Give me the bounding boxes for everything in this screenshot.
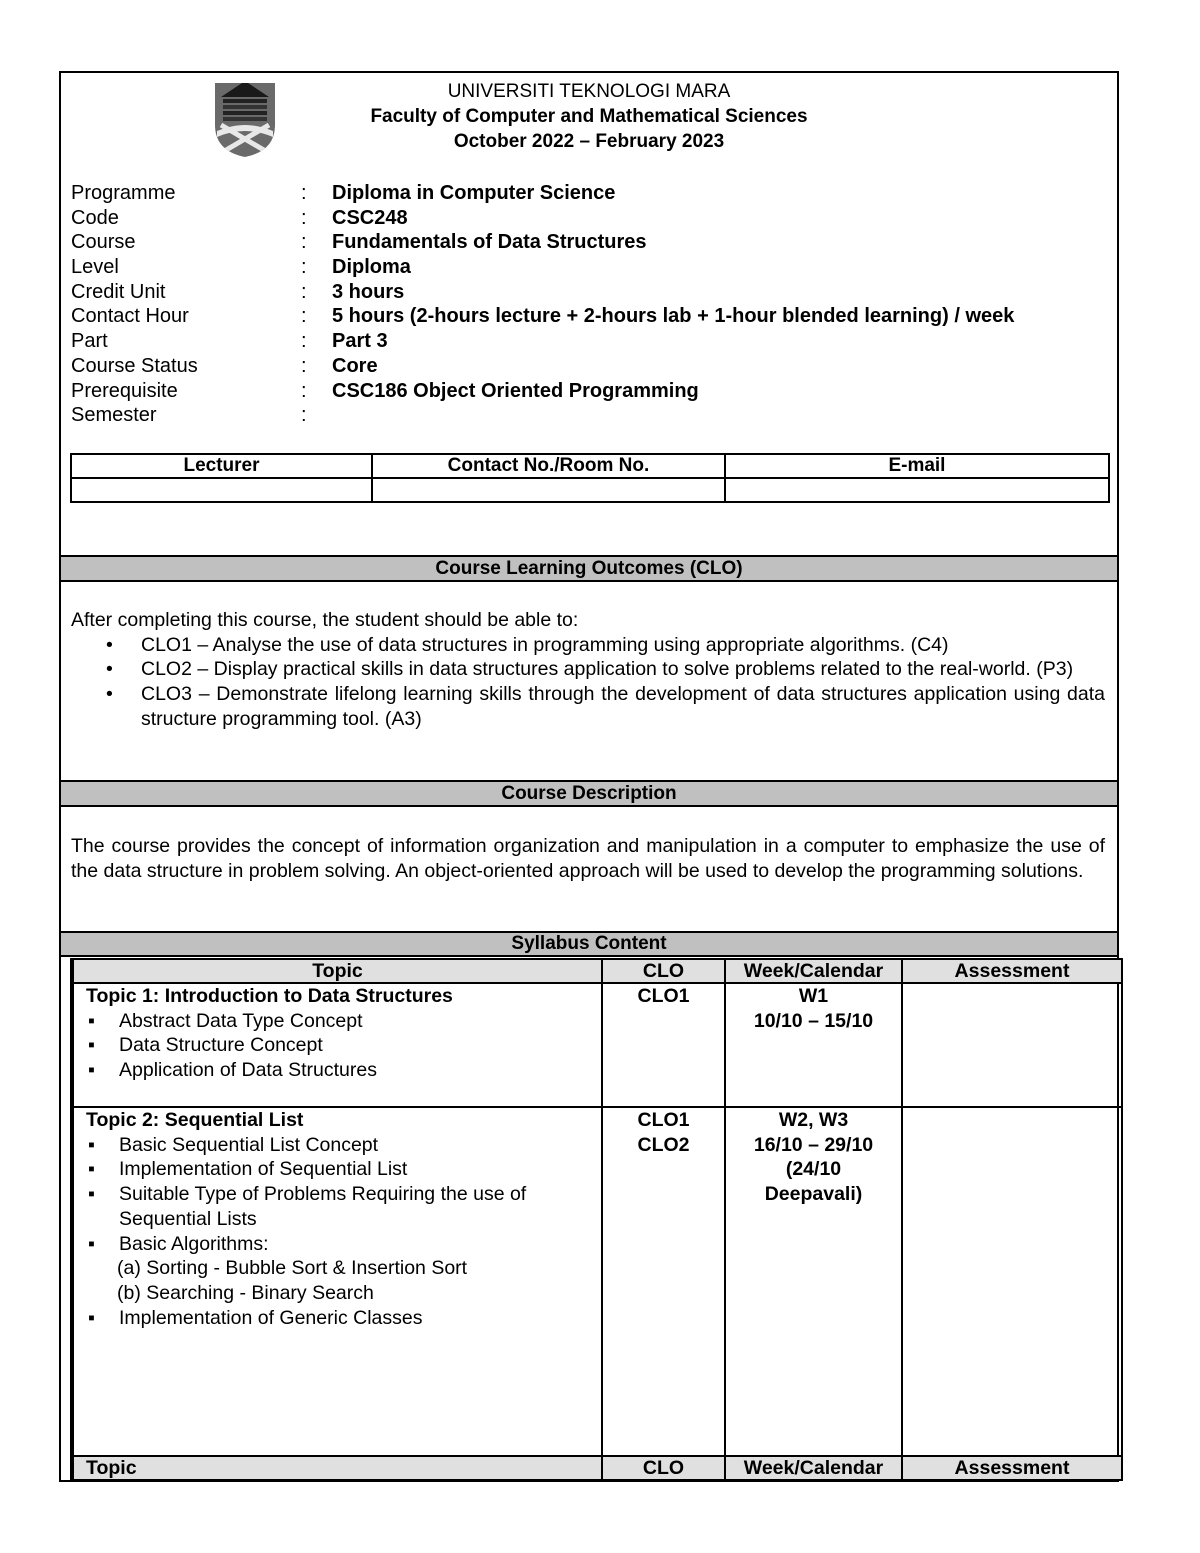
topic-item-text: Basic Sequential List Concept	[119, 1133, 379, 1156]
clo-text: CLO3 – Demonstrate lifelong learning skills through the development of data structures application using data structure programming tool. (A3)	[141, 683, 1105, 730]
topic-item-text: Suitable Type of Problems Requiring the use of Sequential Lists	[119, 1183, 527, 1230]
clo-column-footer: CLO	[602, 1456, 725, 1480]
course-plan-page	[59, 71, 1119, 1482]
bullet-icon: •	[106, 633, 113, 656]
clo-section	[71, 608, 1105, 732]
info-value: Diploma	[332, 256, 411, 279]
clo-code: CLO2	[637, 1133, 690, 1156]
topic-item-text: Basic Algorithms:	[119, 1232, 269, 1255]
info-label: Contact Hour	[71, 305, 189, 328]
info-colon: :	[301, 330, 307, 353]
syllabus-area	[70, 958, 1121, 1482]
info-value: CSC186 Object Oriented Programming	[332, 379, 699, 402]
clo-item	[71, 633, 1105, 658]
assessment-column-header: Assessment	[902, 959, 1122, 983]
info-colon: :	[301, 305, 307, 328]
topic-item-text: Application of Data Structures	[119, 1059, 377, 1082]
info-value: Fundamentals of Data Structures	[332, 231, 647, 254]
square-bullet-icon: ▪	[88, 1034, 95, 1057]
topic-cell	[73, 1107, 602, 1456]
clo-text: CLO1 – Analyse the use of data structures in programming using appropriate algorithms. (C4)	[141, 633, 949, 656]
syllabus-row-topic1	[73, 983, 1122, 1107]
topic-cell	[73, 983, 602, 1107]
week-line: W1	[798, 985, 829, 1007]
topic-item	[74, 1306, 601, 1331]
clo-intro: After completing this course, the student should be able to:	[71, 609, 579, 631]
square-bullet-icon: ▪	[88, 1009, 95, 1032]
info-label: Part	[71, 330, 108, 353]
contact-header: Contact No./Room No.	[372, 454, 725, 478]
email-header: E-mail	[725, 454, 1109, 478]
info-label: Code	[71, 206, 119, 229]
week-cell	[725, 1107, 902, 1456]
faculty-name: Faculty of Computer and Mathematical Sciences	[370, 106, 808, 127]
lecturer-cell	[71, 478, 372, 502]
clo-cell	[602, 1107, 725, 1456]
topic-item-text: Abstract Data Type Concept	[119, 1009, 363, 1032]
assessment-cell	[902, 1107, 1122, 1456]
topic-title: Topic 2: Sequential List	[86, 1109, 304, 1131]
clo-column-header: CLO	[602, 959, 725, 983]
syllabus-heading: Syllabus Content	[61, 931, 1117, 957]
email-cell	[725, 478, 1109, 502]
square-bullet-icon: ▪	[88, 1232, 95, 1255]
clo-cell	[602, 983, 725, 1107]
contact-cell	[372, 478, 725, 502]
info-colon: :	[301, 256, 307, 279]
description-text: The course provides the concept of information organization and manipulation in a computer to emphasize the use of the data structure in problem solving. An object-oriented approach will be used to develop the programming solutions.	[71, 835, 1105, 882]
info-value: Core	[332, 354, 378, 377]
week-column-footer: Week/Calendar	[725, 1456, 902, 1480]
assessment-column-footer: Assessment	[902, 1456, 1122, 1480]
topic-column-footer: Topic	[73, 1456, 602, 1480]
syllabus-row-topic2	[73, 1107, 1122, 1456]
info-value: 3 hours	[332, 280, 405, 303]
info-value: 5 hours (2-hours lecture + 2-hours lab + 1-hour blended learning) / week	[332, 305, 1015, 328]
assessment-cell	[902, 983, 1122, 1107]
info-colon: :	[301, 206, 307, 229]
square-bullet-icon: ▪	[88, 1183, 95, 1206]
topic-item-text: Data Structure Concept	[119, 1034, 323, 1057]
university-name: UNIVERSITI TEKNOLOGI MARA	[447, 81, 731, 102]
info-value: Diploma in Computer Science	[332, 182, 616, 204]
clo-item	[71, 657, 1105, 682]
topic-title: Topic 1: Introduction to Data Structures	[86, 985, 453, 1007]
square-bullet-icon: ▪	[88, 1133, 95, 1156]
info-label: Course	[71, 231, 136, 254]
syllabus-footer-row	[73, 1456, 1122, 1480]
info-colon: :	[301, 404, 307, 427]
syllabus-table	[72, 958, 1123, 1481]
week-line: Deepavali)	[764, 1183, 863, 1206]
info-colon: :	[301, 182, 307, 204]
week-line: (24/10	[785, 1158, 842, 1181]
topic-column-header: Topic	[73, 959, 602, 983]
topic-item-text: Implementation of Sequential List	[119, 1158, 408, 1181]
clo-code: CLO1	[637, 985, 690, 1007]
clo-heading: Course Learning Outcomes (CLO)	[61, 555, 1117, 582]
topic-item-text: Implementation of Generic Classes	[119, 1306, 423, 1329]
description-heading: Course Description	[61, 780, 1117, 807]
square-bullet-icon: ▪	[88, 1059, 95, 1082]
info-colon: :	[301, 354, 307, 377]
week-column-header: Week/Calendar	[725, 959, 902, 983]
clo-text: CLO2 – Display practical skills in data structures application to solve problems related to the real-world. (P3)	[141, 658, 1074, 681]
topic-item	[74, 1182, 601, 1231]
info-label: Level	[71, 256, 119, 279]
topic-item	[74, 1157, 601, 1182]
info-colon: :	[301, 379, 307, 402]
info-label: Course Status	[71, 354, 198, 377]
topic-subitem: (a) Sorting - Bubble Sort & Insertion Sort	[117, 1257, 468, 1280]
topic-item	[74, 1033, 601, 1058]
clo-list	[71, 633, 1105, 732]
info-value: CSC248	[332, 206, 408, 229]
lecturer-header: Lecturer	[71, 454, 372, 478]
topic-item	[74, 1232, 601, 1257]
bullet-icon: •	[106, 683, 113, 706]
syllabus-header-row	[73, 959, 1122, 983]
lecturer-table	[70, 453, 1110, 503]
clo-code: CLO1	[637, 1109, 690, 1131]
info-colon: :	[301, 231, 307, 254]
clo-item	[71, 682, 1105, 731]
week-cell	[725, 983, 902, 1107]
lecturer-table-row	[71, 478, 1109, 502]
week-line: 10/10 – 15/10	[753, 1009, 874, 1032]
topic-item	[74, 1133, 601, 1158]
info-label: Semester	[71, 404, 157, 427]
info-value: Part 3	[332, 330, 388, 353]
square-bullet-icon: ▪	[88, 1158, 95, 1181]
topic-item	[74, 1009, 601, 1034]
topic-subitem: (b) Searching - Binary Search	[117, 1281, 374, 1304]
session-period: October 2022 – February 2023	[453, 131, 725, 152]
info-label: Credit Unit	[71, 280, 166, 303]
bullet-icon: •	[106, 658, 113, 681]
topic-item	[74, 1058, 601, 1083]
week-line: 16/10 – 29/10	[753, 1133, 874, 1156]
square-bullet-icon: ▪	[88, 1306, 95, 1329]
info-label: Prerequisite	[71, 379, 178, 402]
info-colon: :	[301, 280, 307, 303]
info-label: Programme	[71, 182, 176, 204]
lecturer-table-header	[71, 454, 1109, 478]
week-line: W2, W3	[778, 1109, 849, 1131]
